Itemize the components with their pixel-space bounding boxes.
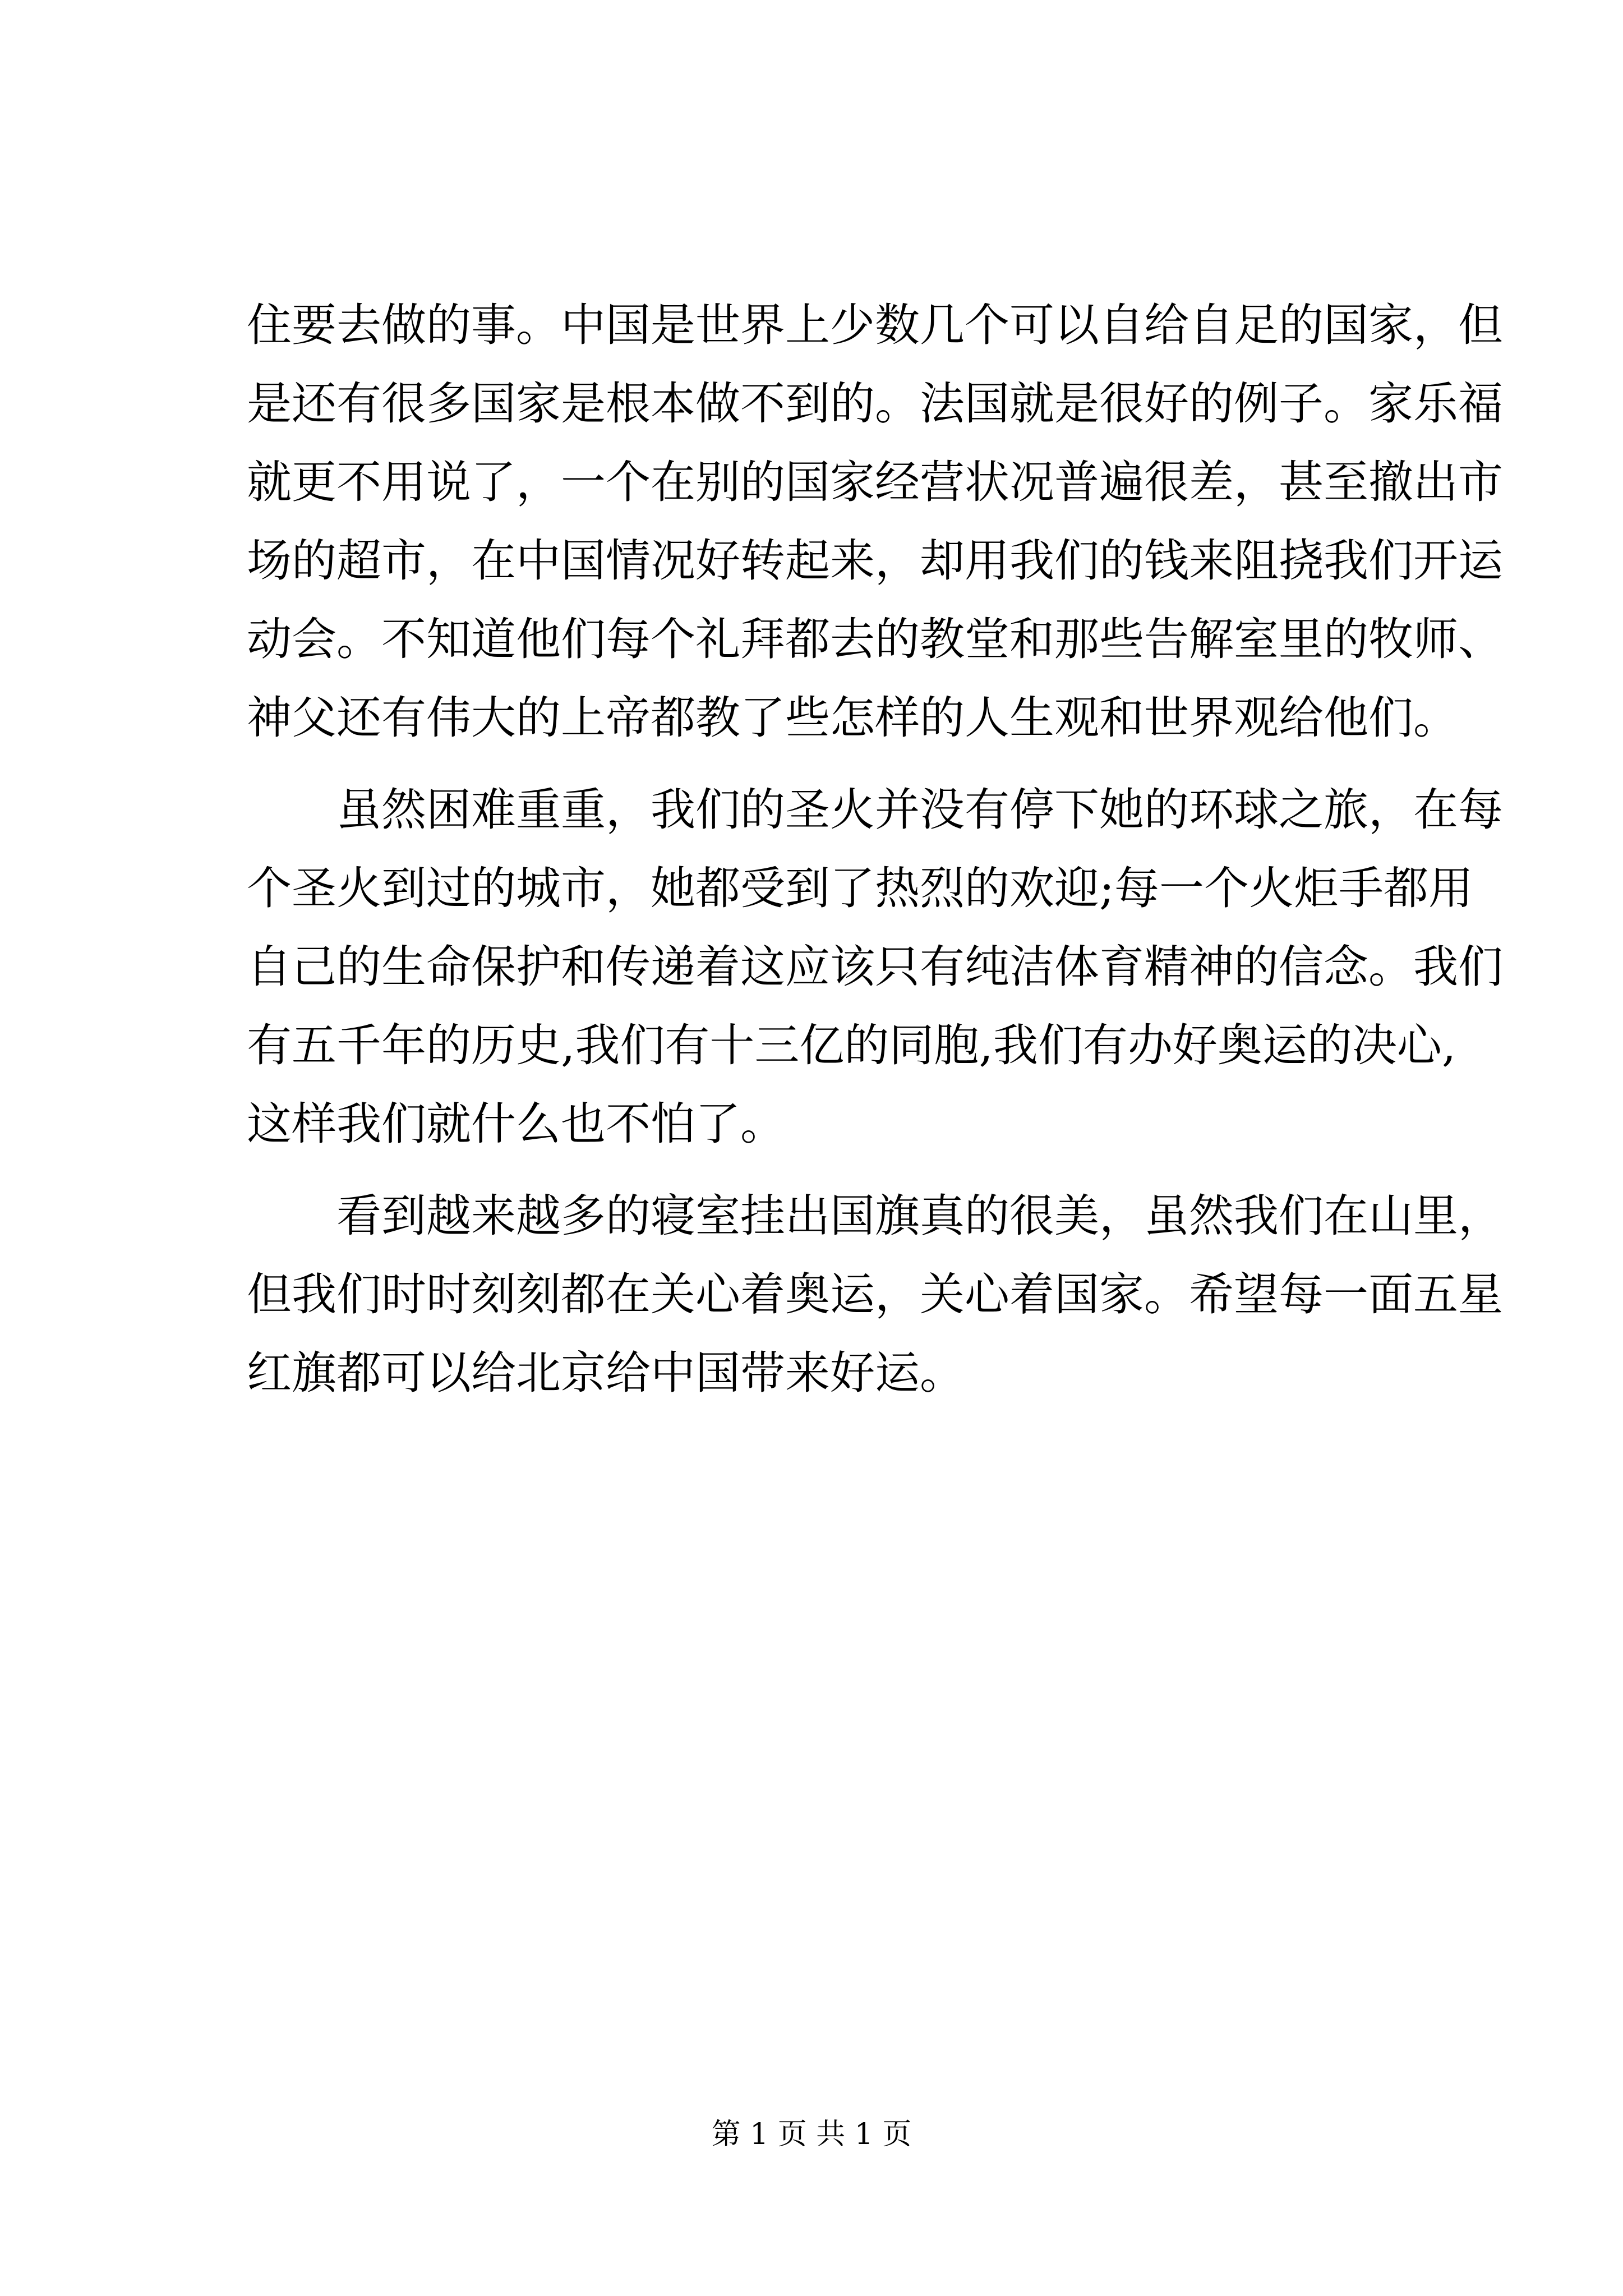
text-line: 个圣火到过的城市，她都受到了热烈的欢迎;每一个火炬手都用 [247,862,1473,914]
text-line: 自己的生命保护和传递着这应该只有纯洁体育精神的信念。我们 [247,941,1503,993]
paragraph-spacer [247,757,1436,771]
paragraph-spacer [247,1163,1436,1177]
text-line: 红旗都可以给北京给中国带来好运。 [247,1347,965,1399]
paragraph-1 [247,286,1503,757]
text-line: 场的超市，在中国情况好转起来，却用我们的钱来阻挠我们开运 [247,535,1503,587]
document-body [247,286,1503,1412]
text-line: 有五千年的历史,我们有十三亿的同胞,我们有办好奥运的决心, [247,1019,1456,1071]
text-line: 是还有很多国家是根本做不到的。法国就是很好的例子。家乐福 [247,378,1503,430]
text-line: 动会。不知道他们每个礼拜都去的教堂和那些告解室里的牧师、 [247,613,1503,665]
text-line: 神父还有伟大的上帝都教了些怎样的人生观和世界观给他们。 [247,692,1458,744]
text-line: 但我们时时刻刻都在关心着奥运，关心着国家。希望每一面五星 [247,1268,1503,1320]
text-line: 这样我们就什么也不怕了。 [247,1098,785,1150]
text-line: 住要去做的事。中国是世界上少数几个可以自给自足的国家，但 [247,299,1503,351]
paragraph-3 [247,1177,1503,1412]
paragraph-2 [247,771,1503,1163]
page-footer [0,2115,1623,2154]
page-number-label: 第 1 页 共 1 页 [711,2118,912,2151]
text-line: 看到越来越多的寝室挂出国旗真的很美，虽然我们在山里， [247,1190,1503,1242]
text-line: 虽然困难重重，我们的圣火并没有停下她的环球之旅，在每 [247,784,1503,836]
text-line: 就更不用说了，一个在别的国家经营状况普遍很差，甚至撤出市 [247,456,1503,508]
